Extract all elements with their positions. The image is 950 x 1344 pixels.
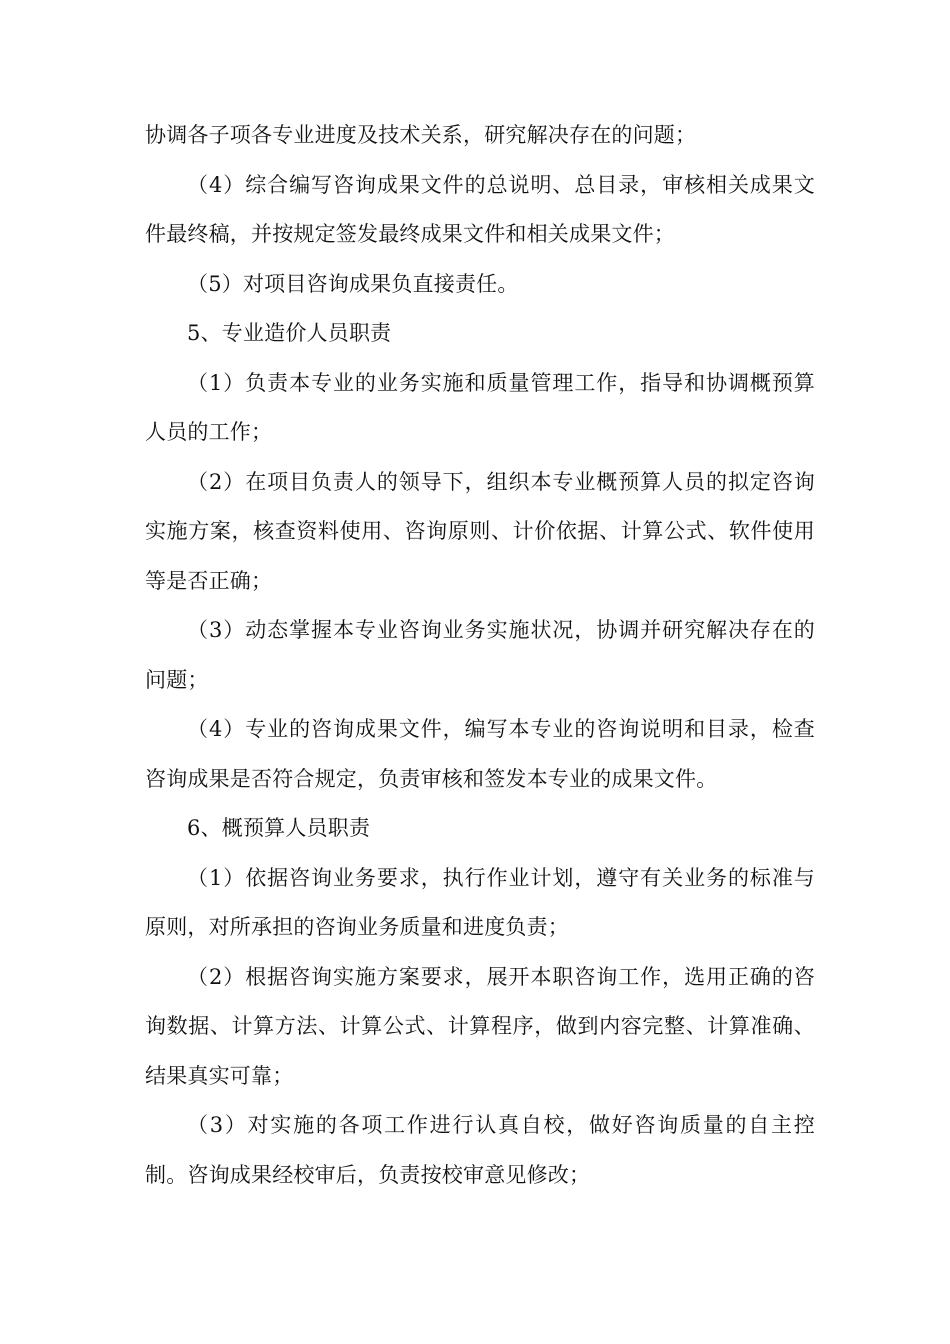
paragraph: （3）对实施的各项工作进行认真自校，做好咨询质量的自主控制。咨询成果经校审后，负责按校审意见修改； — [145, 1113, 815, 1187]
paragraph: （4）专业的咨询成果文件，编写本专业的咨询说明和目录，检查咨询成果是否符合规定，负责审核和签发本专业的成果文件。 — [145, 717, 815, 791]
paragraph: （1）负责本专业的业务实施和质量管理工作，指导和协调概预算人员的工作； — [145, 370, 815, 444]
section-heading: 5、专业造价人员职责 — [187, 321, 392, 345]
paragraph: （5）对项目咨询成果负直接责任。 — [187, 271, 519, 296]
paragraph: 协调各子项各专业进度及技术关系，研究解决存在的问题； — [145, 123, 697, 147]
section-heading: 6、概预算人员职责 — [187, 816, 371, 840]
paragraph: （2）在项目负责人的领导下，组织本专业概预算人员的拟定咨询实施方案，核查资料使用、咨询原则、计价依据、计算公式、软件使用等是否正确； — [145, 469, 815, 593]
paragraph: （3）动态掌握本专业咨询业务实施状况，协调并研究解决存在的问题； — [145, 618, 815, 692]
paragraph: （2）根据咨询实施方案要求，展开本职咨询工作，选用正确的咨询数据、计算方法、计算公式、计算程序，做到内容完整、计算准确、结果真实可靠； — [145, 964, 815, 1088]
paragraph: （1）依据咨询业务要求，执行作业计划，遵守有关业务的标准与原则，对所承担的咨询业务质量和进度负责； — [145, 865, 815, 939]
document-body — [145, 111, 815, 1200]
paragraph: （4）综合编写咨询成果文件的总说明、总目录，审核相关成果文件最终稿，并按规定签发最终成果文件和相关成果文件； — [145, 172, 815, 246]
